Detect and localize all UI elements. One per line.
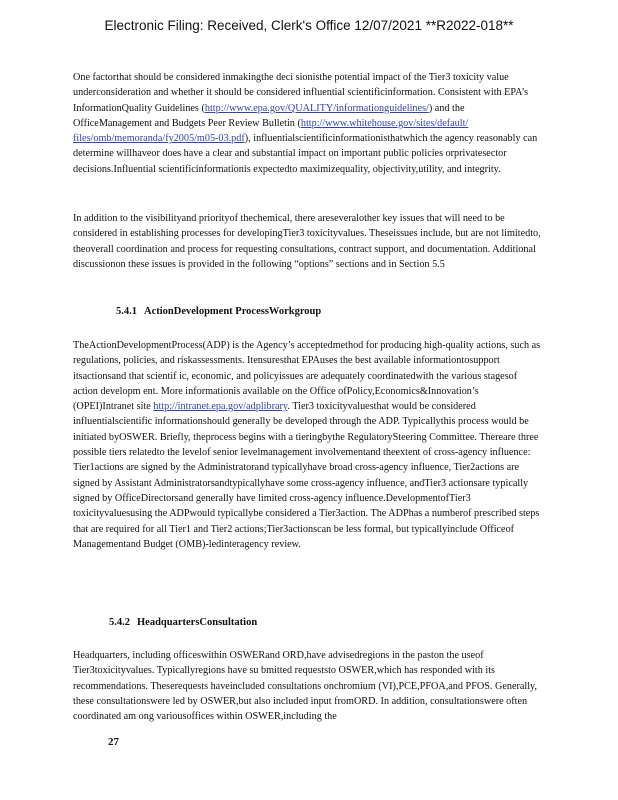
paragraph-hq-consultation: Headquarters, including officeswithin OSWERand ORD,have advisedregions in the paston the useof Tier3toxicityvalues. Typicallyregions have su bmitted requeststo OSWER,which has responded with its recommendations. Theserequests haveincluded consultations onchromium (VI),PCE,PFOA,and PFOS. Generally, these consultationswere led by OSWER,but also included input fromORD. In addition, consultationswere often coordinated am ong variousoffices within OSWER,including the <box>73 650 538 723</box>
paragraph-text: TheActionDevelopmentProcess(ADP) is the Agency’s acceptedmethod for producing high-quality actions, such as regulations, policies, and riskassessments. Itensuresthat EPAuses the best available informationtosupport itsactionsand that scientif ic, economic, and policyissues are adequately coordinatedwith the various stagesof action developm ent. More informationis available on the Office ofPolicy,Economics&Innovation’s (OPEI)Intranet site <box>73 340 541 413</box>
paragraph-key-issues: In addition to the visibilityand priorityof thechemical, there areseveralother key issues that will need to be considered in establishing processes for developingTier3 toxicityvalues. Theseissues include, but are not limitedto, theoverall coordination and process for requesting consultations, contract support, and documentation. Additional discussionon these issues is provided in the following “options” sections and in Section 5.5 <box>73 213 541 270</box>
section-number: 5.4.1 <box>116 306 137 317</box>
paragraph-text: ), influentialscientificinformationisthatwhich the agency reasonably can determine willhaveor does have a clear and substantial impact on important public policies orprivatesector decisions.Influential scientificinformationis expectedto maximizequality, objectivity,utility, and integrity. <box>73 133 538 175</box>
adp-library-link[interactable]: http://intranet.epa.gov/adplibrary <box>153 401 288 413</box>
filing-header: Electronic Filing: Received, Clerk's Office 12/07/2021 **R2022-018** <box>104 18 514 33</box>
paragraph-adp <box>73 338 541 552</box>
section-number: 5.4.2 <box>109 617 130 628</box>
paragraph-influential-info <box>73 70 541 177</box>
page-number: 27 <box>108 736 119 748</box>
paragraph-text: . Tier3 toxicityvaluesthat would be considered influentialscientific informationshould generally be developed through the ADP. Typicallythis process would be initiated byOSWER. Briefly, theprocess begins with a tieringbythe RegulatorySteering Committee. Thereare three possible tiers relatedto the levelof senior levelmanagement involvementand theextent of cross-agency influence: Tier1actions are signed by the Administratorand typicallyhave broad cross-agency influence, Tier2actions are signed by Assistant Administratorsandtypicallyhave some cross-agency influence, andTier3 actionsare typically signed by OfficeDirectorsand generally have limited cross-agency influence.DevelopmentofTier3 toxicityvaluesusing the ADPwould typicallybe considered a Tier3action. The ADPhas a numberof prescribed steps that are required for all Tier1 and Tier2 actions;Tier3actionscan be less formal, but typicallyinclude Officeof Managementand Budget (OMB)-ledinteragency review. <box>73 401 540 550</box>
section-heading-5-4-1 <box>116 306 321 317</box>
section-title: HeadquartersConsultation <box>137 617 258 628</box>
section-heading-5-4-2 <box>109 617 257 628</box>
paragraph-text: One factorthat should be considered inmakingthe deci sionisthe potential impact of the Tier3 toxicity value underconsideration and whether it should be considered influential scientificinformation. Consistent with EPA’s InformationQuality Guidelines ( <box>73 72 529 114</box>
omb-bulletin-link[interactable]: http://www.whitehouse.gov/sites/default/ files/omb/memoranda/fy2005/m05-03.pdf <box>73 117 469 145</box>
section-title: ActionDevelopment ProcessWorkgroup <box>144 306 322 317</box>
quality-guidelines-link[interactable]: http://www.epa.gov/QUALITY/informationguidelines/ <box>204 102 429 114</box>
paragraph-text: ) and the OfficeManagement and Budgets Peer Review Bulletin ( <box>73 102 465 129</box>
